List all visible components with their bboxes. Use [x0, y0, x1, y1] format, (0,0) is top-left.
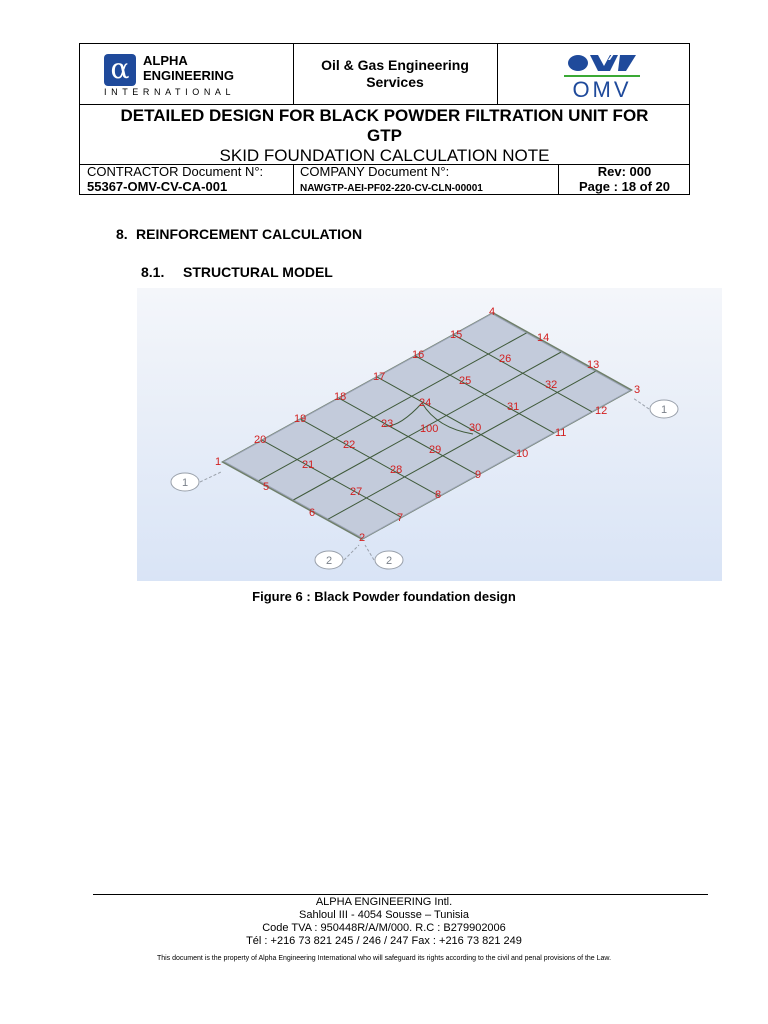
node-label-2: 2 [359, 532, 366, 544]
service-line2: Services [366, 74, 424, 90]
node-label-31: 31 [507, 401, 520, 413]
omv-logo-text: OMV [572, 77, 632, 100]
node-label-26: 26 [499, 353, 512, 365]
node-label-8: 8 [435, 489, 442, 501]
node-label-20: 20 [254, 434, 267, 446]
section-title: REINFORCEMENT CALCULATION [136, 226, 363, 242]
node-label-23: 23 [381, 418, 394, 430]
company-doc-label: COMPANY Document N°: [300, 164, 450, 179]
node-label-19: 19 [294, 413, 307, 425]
node-label-28: 28 [390, 464, 403, 476]
footer-address [0, 896, 768, 948]
node-label-4: 4 [489, 306, 496, 318]
node-label-6: 6 [309, 507, 316, 519]
document-title [80, 106, 689, 146]
section-number: 8. [116, 226, 128, 242]
node-label-7: 7 [397, 512, 404, 524]
subsection-title: STRUCTURAL MODEL [183, 264, 333, 280]
node-label-27: 27 [350, 486, 363, 498]
node-label-16: 16 [412, 349, 425, 361]
footer-line1: ALPHA ENGINEERING Intl. [315, 896, 453, 908]
node-label-5: 5 [263, 481, 270, 493]
footer-line2: Sahloul III - 4054 Sousse – Tunisia [299, 909, 469, 921]
revision: Rev: 000 [597, 164, 652, 179]
node-label-10: 10 [516, 448, 529, 460]
document-subtitle: SKID FOUNDATION CALCULATION NOTE [219, 146, 550, 165]
node-label-18: 18 [334, 391, 347, 403]
contractor-doc-label: CONTRACTOR Document N°: [87, 164, 264, 179]
page-number: Page : 18 of 20 [578, 179, 671, 194]
alpha-logo-icon: α [104, 54, 136, 86]
client-logo [498, 44, 690, 104]
header-row-logos [80, 44, 689, 105]
company-doc-number: NAWGTP-AEI-PF02-220-CV-CLN-00001 [300, 183, 483, 194]
grid-axis-label-2: 2 [325, 555, 333, 567]
contractor-logo [80, 44, 294, 104]
service-description [293, 44, 498, 104]
header-row-docnumbers [80, 164, 689, 195]
node-label-21: 21 [302, 459, 315, 471]
node-label-100: 100 [420, 423, 439, 435]
document-title-line1: DETAILED DESIGN FOR BLACK POWDER FILTRATION UNIT FOR [120, 106, 649, 125]
node-label-25: 25 [459, 375, 472, 387]
grid-axis-label-0: 1 [181, 477, 189, 489]
node-label-3: 3 [634, 384, 641, 396]
figure-caption: Figure 6 : Black Powder foundation design [252, 589, 516, 604]
subsection-number: 8.1. [141, 264, 165, 280]
node-label-24: 24 [419, 397, 432, 409]
structural-model-figure [137, 288, 722, 581]
contractor-name-line1: ALPHA [143, 53, 188, 68]
revision-cell [559, 164, 690, 195]
node-label-11: 11 [555, 427, 567, 439]
node-label-29: 29 [429, 444, 442, 456]
node-label-32: 32 [545, 379, 558, 391]
grid-axis-label-3: 2 [385, 555, 393, 567]
node-label-30: 30 [469, 422, 482, 434]
section-heading [116, 226, 362, 242]
contractor-doc-number: 55367-OMV-CV-CA-001 [87, 179, 228, 194]
footer-line4: Tél : +216 73 821 245 / 246 / 247 Fax : +216 73 821 249 [246, 935, 522, 947]
omv-logo-icon [564, 50, 640, 100]
service-line1: Oil & Gas Engineering [321, 57, 469, 73]
company-doc-cell [293, 164, 559, 195]
node-label-9: 9 [475, 469, 482, 481]
footer-divider [93, 894, 708, 895]
contractor-name-line2: ENGINEERING [143, 68, 235, 83]
node-label-17: 17 [373, 371, 386, 383]
node-label-22: 22 [343, 439, 356, 451]
node-label-12: 12 [595, 405, 608, 417]
structural-model-image [137, 288, 722, 581]
contractor-name [143, 53, 234, 83]
footer-line3: Code TVA : 950448R/A/M/000. R.C : B279902006 [262, 922, 506, 934]
contractor-doc-cell [80, 164, 294, 195]
contractor-subname: INTERNATIONAL [104, 87, 236, 97]
node-label-14: 14 [537, 332, 550, 344]
document-header [79, 43, 690, 195]
footer-disclaimer: This document is the property of Alpha Engineering International who will safeguard its rights according to the civil and penal provisions of the Law. [156, 955, 612, 962]
header-row-title [80, 104, 689, 165]
node-label-1: 1 [215, 456, 222, 468]
grid-axis-label-1: 1 [660, 404, 668, 416]
document-title-line2: GTP [367, 126, 402, 145]
node-label-13: 13 [587, 359, 600, 371]
node-label-15: 15 [450, 329, 463, 341]
subsection-heading [141, 264, 333, 280]
